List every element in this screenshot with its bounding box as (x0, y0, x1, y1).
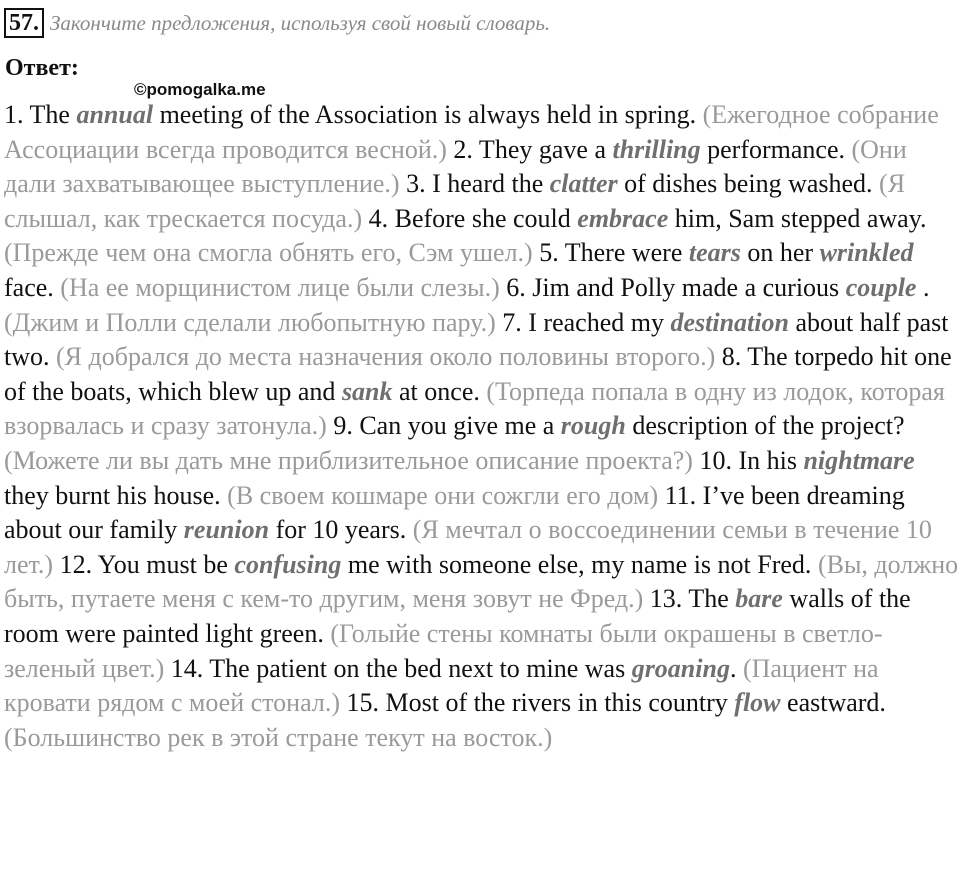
answer-text (4, 98, 960, 755)
sentence-english: they burnt his house. (4, 480, 228, 510)
sentence-english: 9. Can you give me a (333, 411, 561, 441)
keyword: nightmare (803, 445, 915, 475)
sentence-english: description of the project? (625, 411, 905, 441)
answer-label: Ответ: (5, 55, 79, 81)
sentence-english: at once. (392, 376, 487, 406)
sentence-translation: (Пациент на кровати рядом с моей стонал.) (4, 653, 879, 718)
sentence-translation: (Голыйе стены комнаты были окрашены в светло-зеленый цвет.) (4, 618, 883, 683)
sentence-translation: (Я мечтал о воссоединении семьи в течение 10 лет.) (4, 515, 932, 579)
sentence-translation: (Я слышал, как трескается посуда.) (4, 169, 906, 233)
sentence-translation: (Я добрался до места назначения около половины второго.) (56, 342, 722, 372)
sentence-translation: (Прежде чем она смогла обнять его, Сэм ушел.) (4, 238, 540, 268)
keyword: thrilling (612, 134, 701, 164)
keyword: reunion (183, 515, 270, 545)
keyword: flow (734, 688, 781, 718)
sentence-english: for 10 years. (269, 515, 413, 545)
sentence-english: 14. The patient on the bed next to mine was (170, 653, 632, 683)
keyword: groaning (631, 653, 730, 683)
sentence-english: 8. The torpedo hit one of the boats, which blew up and (4, 342, 952, 406)
keyword: bare (735, 584, 783, 614)
keyword: confusing (234, 549, 342, 579)
sentence-translation: (Они дали захватывающее выступление.) (4, 134, 907, 199)
exercise-number: 57. (4, 8, 44, 38)
sentence-english: performance. (700, 134, 852, 164)
sentence-english: about half past two. (4, 307, 949, 372)
keyword: sank (341, 376, 393, 406)
sentence-english: walls of the room were painted light green. (4, 584, 911, 648)
sentence-translation: (Вы, должно быть, путаете меня с кем-то другим, меня зовут не Фред.) (4, 549, 959, 614)
sentence-translation: (На ее морщинистом лице были слезы.) (60, 272, 507, 302)
keyword: wrinkled (819, 238, 914, 268)
keyword: rough (560, 411, 626, 441)
keyword: tears (688, 238, 741, 268)
keyword: clatter (549, 169, 618, 199)
sentence-english: meeting of the Association is always held in spring. (153, 100, 703, 129)
sentence-english: 12. You must be (59, 549, 235, 579)
keyword: embrace (577, 203, 669, 233)
sentence-translation: (В своем кошмаре они сожгли его дом) (227, 480, 665, 510)
sentence-english: 4. Before she could (368, 203, 578, 233)
sentence-english: 3. I heard the (406, 169, 550, 199)
watermark: ©pomogalka.me (134, 80, 266, 99)
sentence-english: him, Sam stepped away. (668, 203, 927, 233)
task-instruction: Закончите предложения, используя свой новый словарь. (50, 10, 551, 35)
keyword: annual (76, 100, 154, 129)
sentence-english: face. (4, 272, 61, 302)
sentence-english: 2. They gave a (453, 134, 613, 164)
sentence-translation: (Торпеда попала в одну из лодок, которая взорвалась и сразу затонула.) (4, 376, 945, 441)
sentence-english: . (916, 272, 930, 302)
task-header (0, 6, 550, 40)
keyword: destination (670, 307, 789, 337)
sentence-english: 10. In his (699, 445, 804, 475)
sentence-english: 5. There were (539, 238, 689, 268)
sentence-english: 6. Jim and Polly made a curious (506, 272, 846, 302)
sentence-english: of dishes being washed. (617, 169, 880, 199)
sentence-translation: (Можете ли вы дать мне приблизительное описание проекта?) (4, 445, 700, 475)
sentence-translation: (Джим и Полли сделали любопытную пару.) (4, 307, 503, 337)
sentence-translation: (Ежегодное собрание Ассоциации всегда проводится весной.) (4, 100, 939, 164)
sentence-english: on her (740, 238, 820, 268)
sentence-translation: (Большинство рек в этой стране текут на восток.) (4, 722, 553, 752)
sentence-english: 15. Most of the rivers in this country (346, 688, 735, 718)
sentence-english: 11. I’ve been dreaming about our family (4, 480, 905, 545)
sentence-english: me with someone else, my name is not Fred. (341, 549, 818, 579)
sentence-english: 1. The (4, 100, 77, 129)
keyword: couple (845, 272, 917, 302)
sentence-english: 7. I reached my (502, 307, 671, 337)
sentence-english: . (729, 653, 743, 683)
sentence-english: eastward. (780, 688, 886, 718)
sentence-english: 13. The (649, 584, 736, 614)
